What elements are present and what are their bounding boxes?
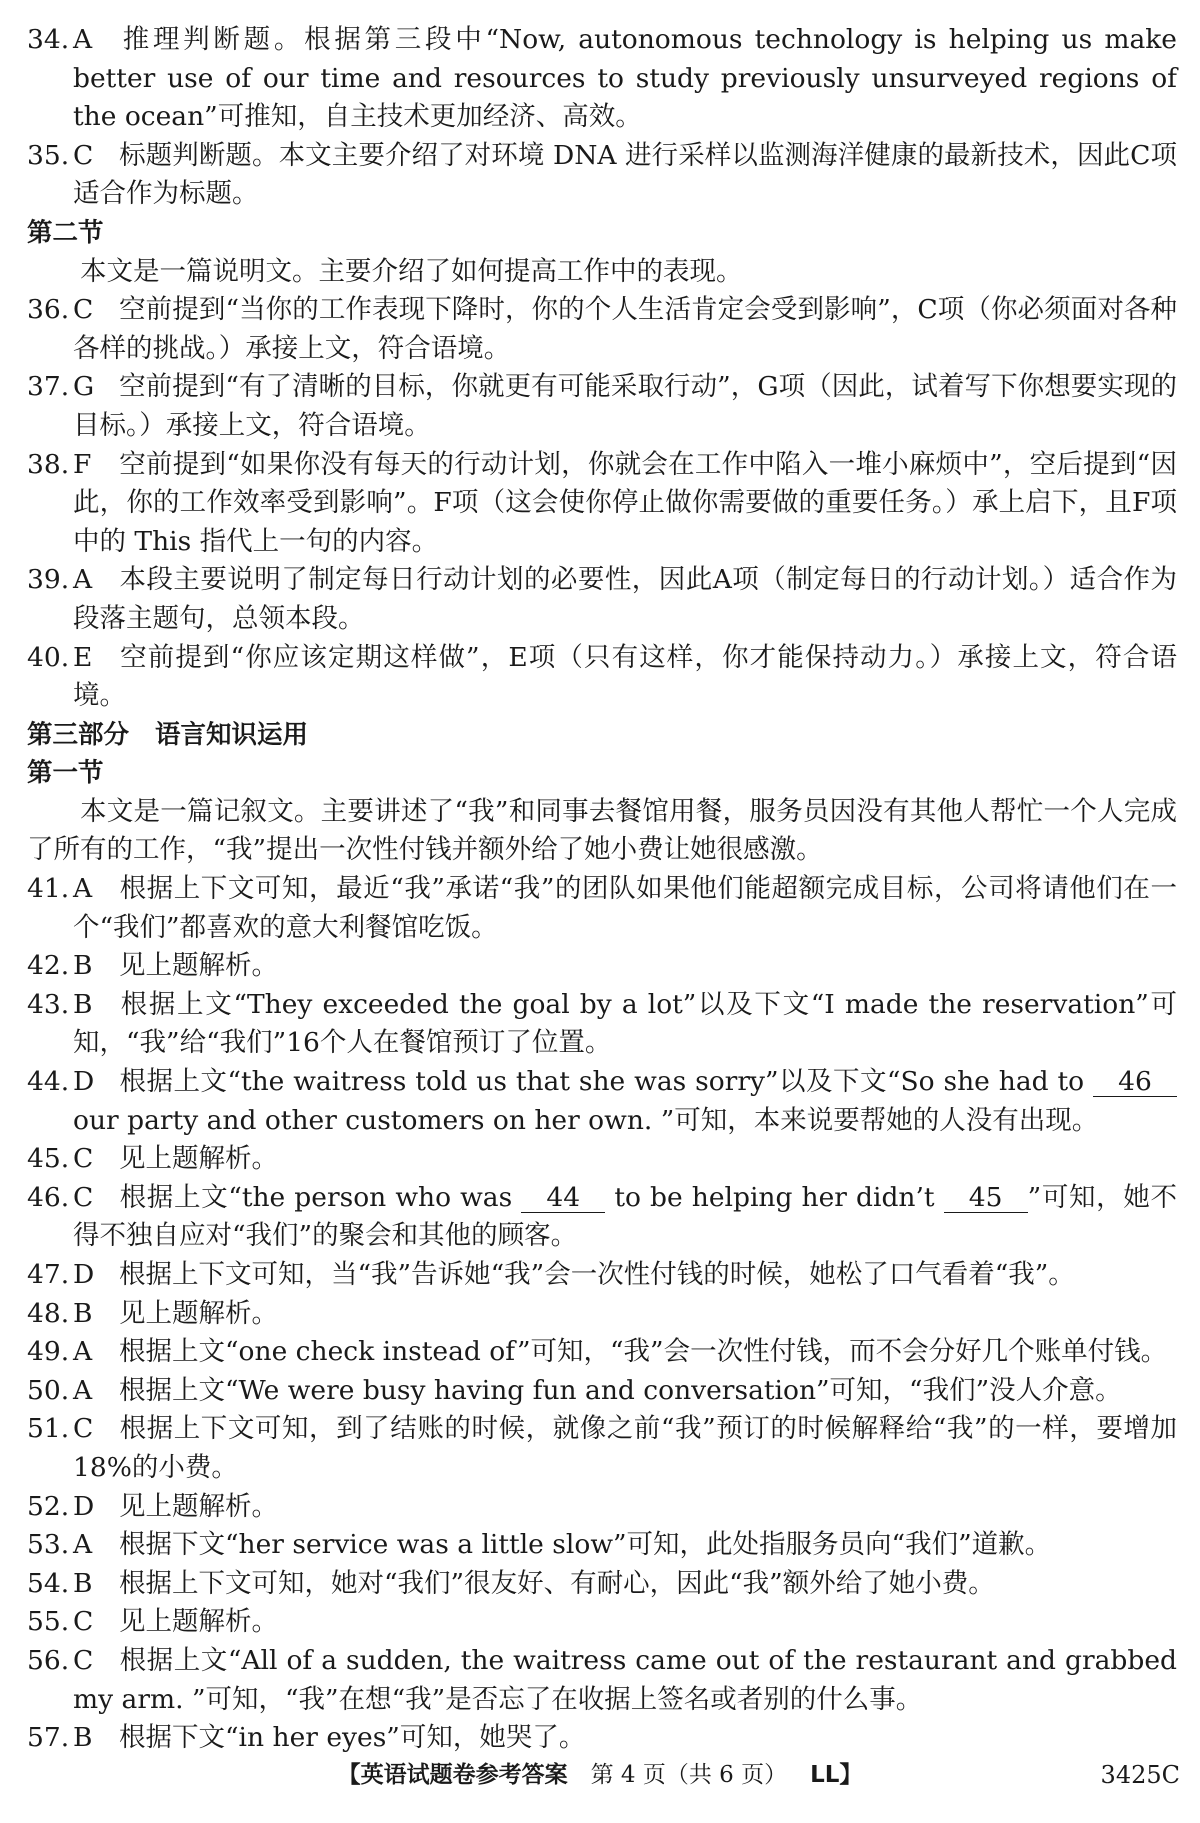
item-option: A [73,1336,93,1368]
item-option: A [73,1529,93,1561]
answer-item [27,1526,1177,1565]
item-number: 43. [27,988,70,1020]
item-explanation: 根据上下文可知，当“我”告诉她“我”会一次性付钱的时候，她松了口气看着“我”。 [119,1259,1075,1290]
item-number: 48. [27,1297,70,1329]
item-explanation: 根据上文“All of a sudden, the waitress came out of the restaurant and grabbed my arm. ”可知，“我”在想“我”是否忘了在收据上签名或者别的什么事。 [73,1644,1177,1715]
blank-number: 45 [944,1184,1028,1213]
item-number: 42. [27,950,70,982]
item-option: A [73,564,93,596]
item-number: 54. [27,1567,70,1599]
item-explanation-cont: our party and other customers on her own. ”可知，本来说要帮她的人没有出现。 [73,1104,1099,1136]
item-explanation: 根据下文“her service was a little slow”可知，此处指服务员向“我们”道歉。 [119,1529,1052,1561]
answer-item [27,986,1177,1063]
item-explanation: 空前提到“你应该定期这样做”，E项（只有这样，你才能保持动力。）承接上文，符合语境。 [73,641,1177,712]
item-option: E [73,641,93,673]
item-explanation-cont: ”可知，她不得不独自应对“我们”的聚会和其他的顾客。 [73,1181,1177,1252]
item-explanation: 根据下文“in her eyes”可知，她哭了。 [119,1722,586,1754]
item-explanation: 标题判断题。本文主要介绍了对环境 DNA 进行采样以监测海洋健康的最新技术，因此C项适合作为标题。 [73,139,1177,210]
item-explanation: 本段主要说明了制定每日行动计划的必要性，因此A项（制定每日的行动计划。）适合作为段落主题句，总领本段。 [73,564,1177,634]
answer-item [27,1603,1177,1642]
item-option: A [73,873,93,905]
item-option: C [73,1644,94,1676]
answer-item [27,446,1177,562]
item-option: G [73,371,95,403]
item-explanation: 见上题解析。 [119,1297,278,1329]
item-number: 50. [27,1374,70,1406]
paper-code: 3425C [1100,1761,1180,1789]
item-number: 47. [27,1259,70,1290]
answer-item [27,1179,1177,1256]
item-option: C [73,1606,94,1638]
item-option: C [73,139,94,171]
answer-item [27,291,1177,368]
blank-number: 46 [1093,1068,1177,1097]
item-number: 46. [27,1181,70,1213]
item-number: 44. [27,1066,70,1098]
item-option: A [73,24,93,55]
item-explanation: 空前提到“如果你没有每天的行动计划，你就会在工作中陷入一堆小麻烦中”，空后提到“因此，你的工作效率受到影响”。F项（这会使你停止做你需要做的重要任务。）承上启下，且F项中的 This 指代上一句的内容。 [73,448,1177,557]
item-option: D [73,1490,95,1522]
part-subtitle: 语言知识运用 [155,719,309,750]
answer-item [27,1488,1177,1527]
item-explanation: 根据上文“We were busy having fun and conversation”可知，“我们”没人介意。 [119,1374,1122,1406]
item-number: 57. [27,1722,70,1754]
item-explanation-cont: to be helping her didn’t [605,1181,944,1213]
item-explanation: 见上题解析。 [119,1143,278,1175]
item-option: B [73,1297,93,1329]
item-option: C [73,1181,94,1213]
answer-item [27,561,1177,638]
answer-item [27,870,1177,947]
answer-item [27,368,1177,445]
answer-item [27,1410,1177,1487]
answer-item [27,21,1177,137]
item-number: 40. [27,641,70,673]
answer-item [27,1719,1177,1758]
item-number: 52. [27,1490,70,1522]
answer-item [27,137,1177,214]
item-number: 45. [27,1143,70,1175]
item-number: 55. [27,1606,70,1638]
item-number: 41. [27,873,70,905]
item-option: B [73,988,93,1020]
answer-item [27,1333,1177,1372]
item-explanation: 根据上文“the person who was [119,1181,522,1213]
item-number: 35. [27,139,70,171]
item-option: B [73,1722,93,1754]
item-explanation: 空前提到“有了清晰的目标，你就更有可能采取行动”，G项（因此，试着写下你想要实现的目标。）承接上文，符合语境。 [73,371,1177,441]
section-heading: 第一节 [27,758,104,789]
item-option: D [73,1066,95,1098]
answer-item [27,1565,1177,1604]
answer-item [27,947,1177,986]
item-number: 36. [27,294,70,326]
item-explanation: 根据上下文可知，最近“我”承诺“我”的团队如果他们能超额完成目标，公司将请他们在一个“我们”都喜欢的意大利餐馆吃饭。 [73,873,1177,943]
item-option: B [73,950,93,982]
answer-page [27,21,1177,1758]
answer-item [27,1063,1177,1140]
item-option: C [73,294,94,326]
item-explanation: 根据上下文可知，到了结账的时候，就像之前“我”预订的时候解释给“我”的一样，要增加18%的小费。 [73,1413,1177,1483]
item-number: 39. [27,564,70,596]
item-option: C [73,1143,94,1175]
item-explanation: 见上题解析。 [119,950,278,982]
item-option: C [73,1413,94,1445]
item-option: F [73,448,92,480]
item-number: 49. [27,1336,70,1368]
item-list-section2 [27,291,1177,716]
item-option: B [73,1567,93,1599]
item-number: 53. [27,1529,70,1561]
item-list-section1 [27,870,1177,1758]
item-number: 51. [27,1413,70,1445]
section-intro: 本文是一篇说明文。主要介绍了如何提高工作中的表现。 [80,255,743,287]
footer-title: 【英语试题卷参考答案 [337,1762,568,1788]
item-number: 34. [27,24,70,55]
answer-item [27,1642,1177,1719]
answer-item [27,1140,1177,1179]
page-number: 第 4 页（共 6 页） [590,1762,788,1788]
answer-item [27,1256,1177,1295]
answer-item [27,1295,1177,1334]
part-title: 第三部分 [27,719,130,750]
item-explanation: 见上题解析。 [119,1606,278,1638]
answer-item [27,639,1177,716]
item-number: 37. [27,371,70,403]
item-explanation: 根据上文“They exceeded the goal by a lot”以及下文“I made the reservation”可知，“我”给“我们”16个人在餐馆预订了位置。 [73,988,1177,1059]
item-list-part2-end [27,21,1177,214]
item-option: D [73,1259,95,1290]
answer-item [27,1372,1177,1411]
footer-tag: LL】 [810,1762,863,1788]
item-explanation: 根据上文“one check instead of”可知，“我”会一次性付钱，而不会分好几个账单付钱。 [119,1336,1168,1368]
part-heading [27,716,1177,755]
section-heading: 第二节 [27,217,104,248]
item-explanation: 推理判断题。根据第三段中“Now, autonomous technology is helping us make better use of our time and resources to study previously unsurveyed regions of the ocean”可推知，自主技术更加经济、高效。 [73,24,1177,133]
item-explanation: 根据上下文可知，她对“我们”很友好、有耐心，因此“我”额外给了她小费。 [119,1567,995,1599]
section-intro: 本文是一篇记叙文。主要讲述了“我”和同事去餐馆用餐，服务员因没有其他人帮忙一个人完成了所有的工作，“我”提出一次性付钱并额外给了她小费让她很感激。 [27,795,1177,866]
item-explanation: 空前提到“当你的工作表现下降时，你的个人生活肯定会受到影响”，C项（你必须面对各种各样的挑战。）承接上文，符合语境。 [73,294,1177,364]
blank-number: 44 [521,1184,605,1213]
item-number: 56. [27,1644,70,1676]
footer-title-line [0,1760,1200,1790]
item-option: A [73,1374,93,1406]
item-number: 38. [27,448,70,480]
item-explanation: 见上题解析。 [119,1490,278,1522]
item-explanation: 根据上文“the waitress told us that she was sorry”以及下文“So she had to [119,1066,1093,1098]
